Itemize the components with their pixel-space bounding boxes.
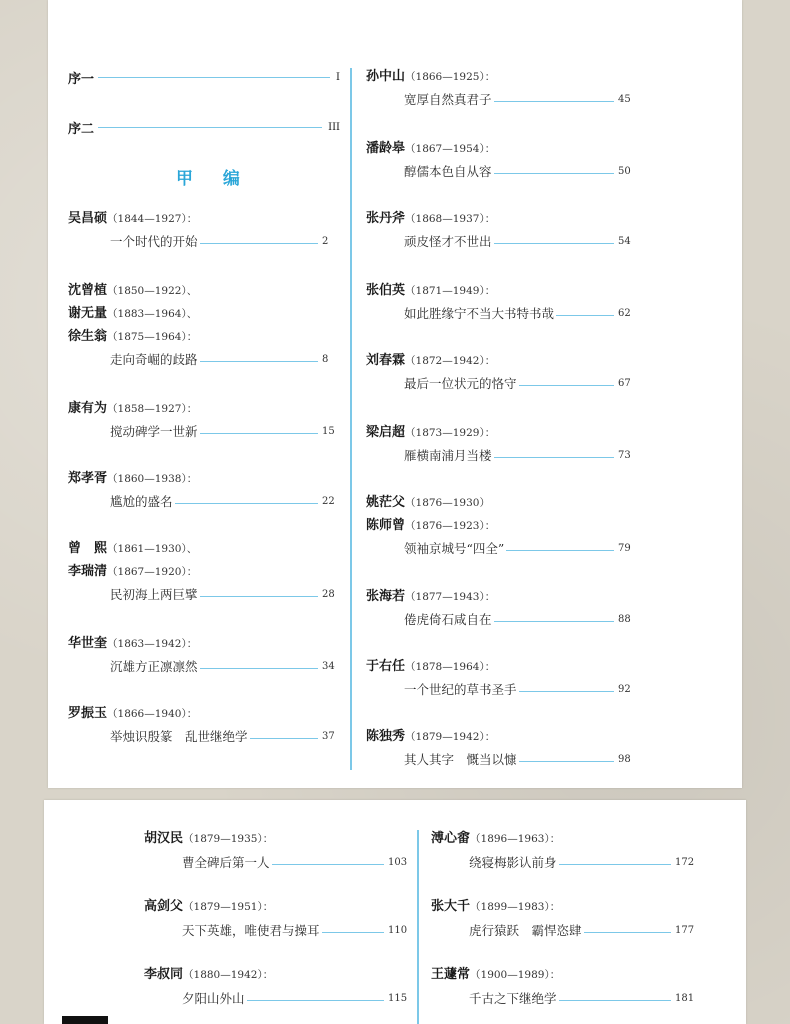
page-number: 28	[322, 589, 335, 600]
author-years: （1877—1943）：	[405, 591, 496, 603]
leader-rule	[519, 385, 614, 386]
entry-author	[366, 517, 495, 535]
leader-rule	[98, 127, 322, 128]
page-number: 92	[618, 684, 631, 695]
leader-rule	[200, 243, 318, 244]
author-name: 张海若	[366, 589, 406, 604]
entry-author	[366, 424, 495, 442]
author-name: 谢无量	[68, 306, 108, 321]
entry-title-line[interactable]	[110, 493, 340, 511]
author-years: （1879—1935）：	[183, 833, 274, 845]
author-years: （1876—1923）：	[405, 520, 496, 532]
page-edge-bar	[62, 1016, 108, 1024]
entry-author	[68, 282, 197, 300]
author-name: 张伯英	[366, 283, 406, 298]
author-years: （1871—1949）：	[405, 285, 496, 297]
entry-subtitle: 宽厚自然真君子	[404, 92, 492, 107]
author-name: 沈曾植	[68, 283, 108, 298]
entry-author	[68, 705, 197, 723]
author-name: 张丹斧	[366, 211, 406, 226]
entry-author	[366, 210, 495, 228]
author-name: 高剑父	[144, 899, 184, 914]
entry-author	[366, 352, 495, 370]
author-years: （1861—1930）、	[107, 543, 198, 555]
leader-rule	[250, 738, 318, 739]
author-name: 李叔同	[144, 967, 184, 982]
author-name: 罗振玉	[68, 706, 108, 721]
entry-title-line[interactable]	[404, 751, 636, 769]
entry-title-line[interactable]	[110, 586, 340, 604]
entry-subtitle: 顽皮怪才不世出	[404, 234, 492, 249]
author-name: 张大千	[431, 899, 471, 914]
entry-subtitle: 雁横南浦月当楼	[404, 448, 492, 463]
author-name: 潘龄皋	[366, 141, 406, 156]
entry-author	[366, 282, 495, 300]
leader-rule	[559, 864, 671, 865]
author-years: （1899—1983）：	[470, 901, 561, 913]
entry-subtitle: 夕阳山外山	[182, 991, 245, 1006]
section-title: 甲 编	[176, 169, 252, 189]
entry-subtitle: 走向奇崛的歧路	[110, 352, 198, 367]
entry-title-line[interactable]	[182, 854, 406, 872]
leader-rule	[494, 457, 614, 458]
entry-subtitle: 绕寝梅影认前身	[469, 855, 557, 870]
entry-author	[68, 210, 197, 228]
entry-author	[68, 540, 197, 558]
entry-author	[431, 966, 560, 984]
leader-rule	[519, 761, 614, 762]
leader-rule	[200, 433, 318, 434]
author-name: 华世奎	[68, 636, 108, 651]
page-number: 98	[618, 754, 631, 765]
author-years: （1867—1920）：	[107, 566, 198, 578]
entry-title-line[interactable]	[404, 233, 636, 251]
entry-title-line[interactable]	[182, 990, 406, 1008]
entry-author	[366, 68, 495, 86]
leader-rule	[494, 101, 614, 102]
page-number: 50	[618, 166, 631, 177]
entry-author	[366, 494, 490, 512]
entry-title-line[interactable]	[404, 540, 636, 558]
author-name: 姚茫父	[366, 495, 406, 510]
entry-author	[366, 588, 495, 606]
leader-rule	[322, 932, 384, 933]
page-number: 34	[322, 661, 335, 672]
author-name: 曾 熙	[68, 541, 108, 556]
entry-author	[68, 328, 197, 346]
author-years: （1873—1929）：	[405, 427, 496, 439]
entry-title-line[interactable]	[404, 611, 636, 629]
author-name: 吴昌硕	[68, 211, 108, 226]
entry-author	[366, 728, 495, 746]
entry-author	[366, 658, 495, 676]
leader-rule	[200, 361, 318, 362]
entry-author	[68, 563, 197, 581]
entry-author	[68, 400, 197, 418]
author-name: 孙中山	[366, 69, 406, 84]
author-years: （1863—1942）：	[107, 638, 198, 650]
author-years: （1896—1963）：	[470, 833, 561, 845]
leader-rule	[584, 932, 671, 933]
page-number: 54	[618, 236, 631, 247]
entry-subtitle: 领袖京城号“四全”	[404, 541, 505, 556]
entry-subtitle: 一个世纪的草书圣手	[404, 682, 517, 697]
entry-author	[68, 635, 197, 653]
author-name: 康有为	[68, 401, 108, 416]
page-number: 67	[618, 378, 631, 389]
entry-subtitle: 其人其字 慨当以慷	[404, 752, 517, 767]
page-number: I	[336, 72, 340, 83]
entry-title-line[interactable]	[404, 163, 636, 181]
leader-rule	[519, 691, 614, 692]
page-number: 177	[675, 925, 695, 936]
author-years: （1844—1927）：	[107, 213, 198, 225]
author-name: 郑孝胥	[68, 471, 108, 486]
author-years: （1858—1927）：	[107, 403, 198, 415]
entry-subtitle: 举烛识殷篆 乱世继绝学	[110, 729, 248, 744]
page-number: 73	[618, 450, 631, 461]
entry-subtitle: 民初海上两巨擘	[110, 587, 198, 602]
entry-title-line[interactable]	[404, 91, 636, 109]
leader-rule	[556, 315, 614, 316]
author-years: （1872—1942）：	[405, 355, 496, 367]
entry-subtitle: 如此胜缘宁不当大书特书哉	[404, 306, 555, 321]
author-years: （1866—1925）：	[405, 71, 496, 83]
author-years: （1880—1942）：	[183, 969, 274, 981]
author-name: 于右任	[366, 659, 406, 674]
leader-rule	[200, 596, 318, 597]
author-years: （1879—1951）：	[183, 901, 274, 913]
entry-title-line[interactable]	[404, 305, 636, 323]
entry-subtitle: 尴尬的盛名	[110, 494, 173, 509]
leader-rule	[247, 1000, 384, 1001]
author-years: （1868—1937）：	[405, 213, 496, 225]
leader-rule	[494, 243, 614, 244]
author-years: （1878—1964）：	[405, 661, 496, 673]
page-number: III	[328, 122, 340, 133]
entry-subtitle: 千古之下继绝学	[469, 991, 557, 1006]
author-name: 梁启超	[366, 425, 406, 440]
author-name: 李瑞清	[68, 564, 108, 579]
entry-title-line[interactable]	[110, 233, 340, 251]
entry-title-line[interactable]	[404, 447, 636, 465]
entry-author	[144, 966, 273, 984]
leader-rule	[494, 621, 614, 622]
entry-title-line[interactable]	[110, 423, 340, 441]
leader-rule	[494, 173, 614, 174]
entry-author	[431, 898, 560, 916]
entry-title-line[interactable]	[469, 922, 693, 940]
author-years: （1876—1930）	[405, 497, 490, 509]
entry-author	[431, 830, 560, 848]
entry-author	[68, 305, 197, 323]
page-number: 62	[618, 308, 631, 319]
entry-subtitle: 最后一位状元的恪守	[404, 376, 517, 391]
entry-subtitle: 搅动碑学一世新	[110, 424, 198, 439]
entry-author	[68, 470, 197, 488]
page-number: 8	[322, 354, 329, 365]
entry-title-line[interactable]	[469, 854, 693, 872]
entry-subtitle: 曹全碑后第一人	[182, 855, 270, 870]
author-name: 胡汉民	[144, 831, 184, 846]
page-number: 79	[618, 543, 631, 554]
author-name: 陈独秀	[366, 729, 406, 744]
author-name: 刘春霖	[366, 353, 406, 368]
leader-rule	[175, 503, 318, 504]
page-number: 88	[618, 614, 631, 625]
author-years: （1879—1942）：	[405, 731, 496, 743]
leader-rule	[559, 1000, 671, 1001]
author-years: （1867—1954）：	[405, 143, 496, 155]
column-divider	[350, 68, 352, 770]
leader-rule	[506, 550, 614, 551]
entry-title-line[interactable]	[404, 681, 636, 699]
preface-title: 序一	[68, 72, 95, 87]
author-years: （1883—1964）、	[107, 308, 198, 320]
entry-title-line[interactable]	[110, 658, 340, 676]
entry-subtitle: 沉雄方正凛凛然	[110, 659, 198, 674]
page-number: 15	[322, 426, 335, 437]
author-years: （1850—1922）、	[107, 285, 198, 297]
entry-author	[366, 140, 495, 158]
author-years: （1900—1989）：	[470, 969, 561, 981]
leader-rule	[272, 864, 384, 865]
entry-title-line[interactable]	[404, 375, 636, 393]
author-name: 陈师曾	[366, 518, 406, 533]
entry-title-line[interactable]	[110, 728, 340, 746]
entry-subtitle: 醇儒本色自从容	[404, 164, 492, 179]
leader-rule	[200, 668, 318, 669]
page-number: 37	[322, 731, 335, 742]
toc-page-2	[44, 800, 746, 1024]
author-years: （1866—1940）：	[107, 708, 198, 720]
preface-title: 序二	[68, 122, 95, 137]
page-number: 45	[618, 94, 631, 105]
author-years: （1860—1938）：	[107, 473, 198, 485]
page-number: 115	[388, 993, 408, 1004]
author-years: （1875—1964）：	[107, 331, 198, 343]
page-number: 110	[388, 925, 408, 936]
author-name: 徐生翁	[68, 329, 108, 344]
toc-preface-link[interactable]	[68, 68, 340, 87]
page-number: 103	[388, 857, 408, 868]
leader-rule	[98, 77, 330, 78]
page-number: 2	[322, 236, 329, 247]
page-number: 172	[675, 857, 695, 868]
entry-subtitle: 倦虎倚石咸自在	[404, 612, 492, 627]
toc-preface-link[interactable]	[68, 118, 340, 137]
author-name: 王蘧常	[431, 967, 471, 982]
entry-author	[144, 830, 273, 848]
toc-page-1	[48, 0, 742, 788]
entry-title-line[interactable]	[469, 990, 693, 1008]
column-divider	[417, 830, 419, 1024]
author-name: 溥心畬	[431, 831, 471, 846]
entry-title-line[interactable]	[110, 351, 340, 369]
entry-title-line[interactable]	[182, 922, 406, 940]
entry-subtitle: 天下英雄，唯使君与操耳	[182, 923, 320, 938]
page-number: 22	[322, 496, 335, 507]
entry-subtitle: 一个时代的开始	[110, 234, 198, 249]
page-number: 181	[675, 993, 695, 1004]
entry-subtitle: 虎行猿跃 霸悍恣肆	[469, 923, 582, 938]
entry-author	[144, 898, 273, 916]
